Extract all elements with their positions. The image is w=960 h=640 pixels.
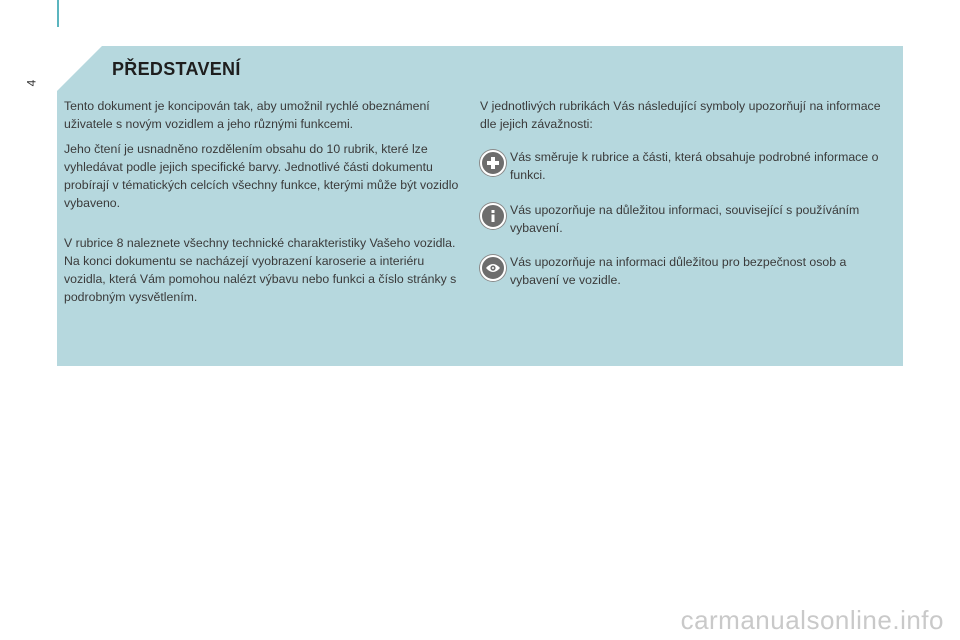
page-accent-bar [57,0,59,27]
symbol-text-info: Vás upozorňuje na důležitou informaci, související s používáním vybavení. [510,203,860,235]
symbol-text-plus: Vás směruje k rubrice a části, která obsahuje podrobné informace o funkci. [510,150,879,182]
right-column [480,97,890,287]
paragraph-technical: V rubrice 8 naleznete všechny technické charakteristiky Vašeho vozidla. Na konci dokumentu se nacházejí vyobrazení karoserie a interiéru vozidla, která Vám pomohou nalézt výbavu nebo funkci a číslo stránky s podrobným vysvětlením. [64,236,457,304]
watermark: carmanualsonline.info [680,605,944,635]
paragraph-intro: Tento dokument je koncipován tak, aby umožnil rychlé obeznámení uživatele s novým vozidlem a jeho různými funkcemi. [64,99,430,131]
paragraph-structure: Jeho čtení je usnadněno rozdělením obsahu do 10 rubrik, které lze vyhledávat podle jejich specifické barvy. Jednotlivé části dokumentu probírají v tématických celcích všechny funkce, kterými může být vozidlo vybaveno. [64,142,459,210]
plus-icon [480,150,506,176]
symbols-intro: V jednotlivých rubrikách Vás následující symboly upozorňují na informace dle jejich závažnosti: [480,99,881,131]
symbol-text-eye: Vás upozorňuje na informaci důležitou pro bezpečnost osob a vybavení ve vozidle. [510,255,847,287]
page-number: 4 [24,79,39,87]
eye-icon [480,255,506,281]
info-icon [480,203,506,229]
page-title: PŘEDSTAVENÍ [112,59,241,79]
left-column [64,97,466,313]
